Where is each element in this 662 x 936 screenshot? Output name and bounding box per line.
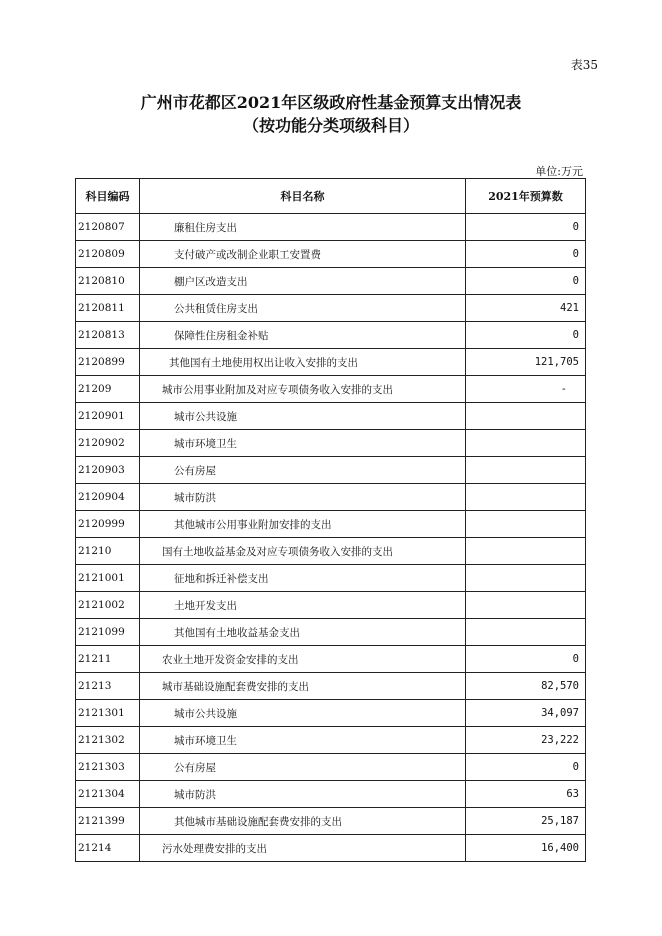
row-code: 21209	[76, 376, 140, 403]
page-title: 广州市花都区2021年区级政府性基金预算支出情况表	[140, 93, 522, 112]
table-row	[76, 511, 586, 538]
row-code: 21213	[76, 673, 140, 700]
table-row	[76, 700, 586, 727]
row-name: 征地和拆迁补偿支出	[140, 565, 466, 592]
row-code: 21210	[76, 538, 140, 565]
column-header-code: 科目编码	[76, 179, 140, 214]
row-amount: 0	[466, 322, 586, 349]
table-row	[76, 376, 586, 403]
row-amount	[466, 592, 586, 619]
row-amount: 0	[466, 646, 586, 673]
row-name: 其他城市公用事业附加安排的支出	[140, 511, 466, 538]
table-row	[76, 214, 586, 241]
table-row	[76, 349, 586, 376]
row-name: 公有房屋	[140, 457, 466, 484]
table-row	[76, 808, 586, 835]
row-name: 农业土地开发资金安排的支出	[140, 646, 466, 673]
row-name: 棚户区改造支出	[140, 268, 466, 295]
table-row	[76, 592, 586, 619]
table-row	[76, 268, 586, 295]
table-header-row	[76, 179, 586, 214]
column-header-name: 科目名称	[140, 179, 466, 214]
row-code: 2120999	[76, 511, 140, 538]
table-row	[76, 295, 586, 322]
row-name: 城市环境卫生	[140, 430, 466, 457]
row-code: 2120903	[76, 457, 140, 484]
row-code: 2121302	[76, 727, 140, 754]
row-amount: 0	[466, 241, 586, 268]
row-name: 其他国有土地收益基金支出	[140, 619, 466, 646]
table-row	[76, 727, 586, 754]
row-amount	[466, 484, 586, 511]
row-name: 城市环境卫生	[140, 727, 466, 754]
row-amount	[466, 403, 586, 430]
table-body	[76, 214, 586, 862]
row-code: 2120809	[76, 241, 140, 268]
row-name: 城市基础设施配套费安排的支出	[140, 673, 466, 700]
row-name: 土地开发支出	[140, 592, 466, 619]
table-row	[76, 835, 586, 862]
table-row	[76, 673, 586, 700]
table-row	[76, 619, 586, 646]
row-amount: 421	[466, 295, 586, 322]
row-name: 公共租赁住房支出	[140, 295, 466, 322]
row-amount: -	[466, 376, 586, 403]
table-number: 表35	[570, 58, 598, 72]
row-code: 2120901	[76, 403, 140, 430]
row-name: 其他城市基础设施配套费安排的支出	[140, 808, 466, 835]
row-name: 国有土地收益基金及对应专项债务收入安排的支出	[140, 538, 466, 565]
row-amount	[466, 538, 586, 565]
table-row	[76, 322, 586, 349]
row-name: 公有房屋	[140, 754, 466, 781]
row-amount: 34,097	[466, 700, 586, 727]
row-amount: 23,222	[466, 727, 586, 754]
row-name: 城市防洪	[140, 781, 466, 808]
row-code: 2121099	[76, 619, 140, 646]
table-row	[76, 403, 586, 430]
row-amount	[466, 511, 586, 538]
row-amount: 16,400	[466, 835, 586, 862]
table-row	[76, 781, 586, 808]
row-code: 2121001	[76, 565, 140, 592]
row-name: 城市公共设施	[140, 700, 466, 727]
row-code: 21214	[76, 835, 140, 862]
table-row	[76, 457, 586, 484]
page-subtitle: （按功能分类项级科目）	[242, 116, 419, 135]
row-code: 21211	[76, 646, 140, 673]
row-amount: 63	[466, 781, 586, 808]
row-code: 2120902	[76, 430, 140, 457]
row-amount	[466, 619, 586, 646]
row-name: 保障性住房租金补贴	[140, 322, 466, 349]
row-name: 城市防洪	[140, 484, 466, 511]
row-name: 廉租住房支出	[140, 214, 466, 241]
row-amount: 25,187	[466, 808, 586, 835]
row-code: 2121303	[76, 754, 140, 781]
row-name: 支付破产或改制企业职工安置费	[140, 241, 466, 268]
budget-table	[75, 178, 586, 862]
table-row	[76, 538, 586, 565]
row-name: 城市公共设施	[140, 403, 466, 430]
row-code: 2121301	[76, 700, 140, 727]
row-amount	[466, 565, 586, 592]
table-row	[76, 565, 586, 592]
unit-label: 单位:万元	[535, 165, 583, 178]
row-code: 2121002	[76, 592, 140, 619]
row-amount: 82,570	[466, 673, 586, 700]
row-name: 其他国有土地使用权出让收入安排的支出	[140, 349, 466, 376]
row-code: 2120904	[76, 484, 140, 511]
row-code: 2120899	[76, 349, 140, 376]
row-amount: 0	[466, 754, 586, 781]
table-row	[76, 646, 586, 673]
table-row	[76, 241, 586, 268]
row-name: 城市公用事业附加及对应专项债务收入安排的支出	[140, 376, 466, 403]
row-code: 2121399	[76, 808, 140, 835]
table-row	[76, 484, 586, 511]
row-code: 2120811	[76, 295, 140, 322]
table-row	[76, 754, 586, 781]
column-header-amount: 2021年预算数	[466, 179, 586, 214]
row-name: 污水处理费安排的支出	[140, 835, 466, 862]
row-amount	[466, 430, 586, 457]
row-code: 2121304	[76, 781, 140, 808]
row-amount	[466, 457, 586, 484]
row-code: 2120813	[76, 322, 140, 349]
table-row	[76, 430, 586, 457]
row-code: 2120807	[76, 214, 140, 241]
row-code: 2120810	[76, 268, 140, 295]
row-amount: 0	[466, 214, 586, 241]
row-amount: 0	[466, 268, 586, 295]
row-amount: 121,705	[466, 349, 586, 376]
